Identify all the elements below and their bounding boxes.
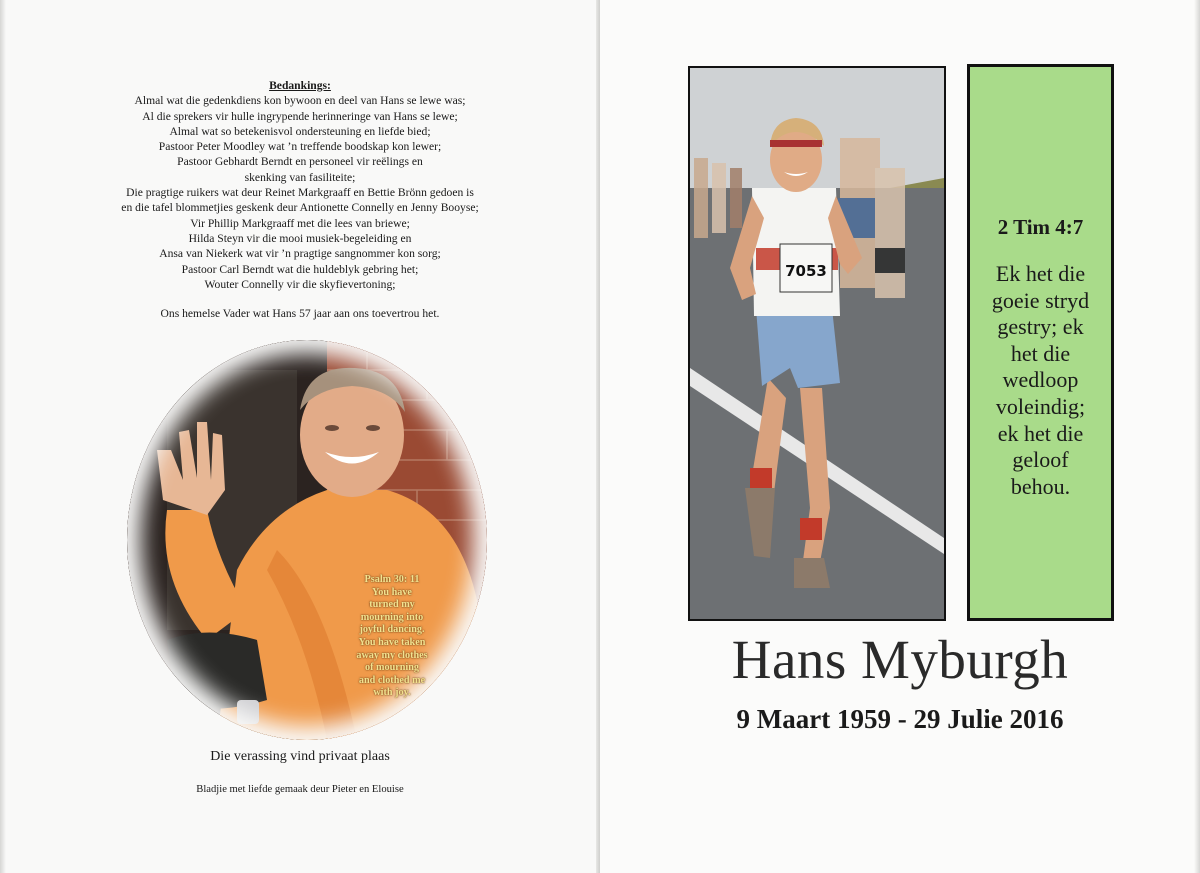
acknowledgement-line: Pastoor Carl Berndt wat die huldeblyk gebring het; bbox=[181, 262, 419, 276]
acknowledgement-line: Ansa van Niekerk wat vir ’n pragtige sangnommer kon sorg; bbox=[159, 247, 441, 261]
verse-line: geloof bbox=[1012, 447, 1069, 473]
acknowledgements-title: Bedankings: bbox=[269, 79, 331, 92]
acknowledgement-line: Almal wat so betekenisvol ondersteuning en liefde bied; bbox=[169, 124, 431, 138]
verse-line: wedloop bbox=[1002, 367, 1079, 393]
verse-line: ek het die bbox=[997, 420, 1084, 446]
psalm-line: away my clothes bbox=[356, 649, 428, 661]
verse-line: goeie stryd bbox=[991, 287, 1090, 313]
right-edge-shadow bbox=[1194, 0, 1200, 873]
runner-image bbox=[690, 68, 944, 619]
acknowledgement-line: Al die sprekers vir hulle ingrypende herinneringe van Hans se lewe; bbox=[142, 109, 458, 123]
acknowledgement-line: Pastoor Gebhardt Berndt en personeel vir reëlings en bbox=[177, 155, 423, 169]
acknowledgement-line: Die pragtige ruikers wat deur Reinet Markgraaff en Bettie Brönn gedoen is bbox=[126, 186, 474, 200]
psalm-line: turned my bbox=[369, 599, 415, 611]
acknowledgement-line: Pastoor Peter Moodley wat ’n treffende boodskap kon lewer; bbox=[158, 140, 442, 154]
acknowledgement-line: Wouter Connelly vir die skyfievertoning; bbox=[204, 277, 396, 291]
psalm-line: and clothed me bbox=[358, 674, 426, 686]
made-by-credit: Bladjie met liefde gemaak deur Pieter en Elouise bbox=[196, 784, 404, 795]
funeral-note: Die verassing vind privaat plaas bbox=[210, 749, 390, 764]
acknowledgements bbox=[60, 78, 540, 321]
bib-number: 7053 bbox=[785, 262, 827, 280]
verse-line: voleindig; bbox=[995, 393, 1086, 419]
psalm-line: with joy. bbox=[373, 687, 411, 699]
acknowledgement-line: skenking van fasiliteite; bbox=[244, 170, 356, 184]
acknowledgement-line: en die tafel blommetjies geskenk deur Antionette Connelly en Jenny Booyse; bbox=[121, 201, 479, 215]
acknowledgement-line: Hilda Steyn vir die mooi musiek-begeleiding en bbox=[188, 231, 412, 245]
acknowledgement-line: Almal wat die gedenkdiens kon bywoon en deel van Hans se lewe was; bbox=[134, 94, 466, 108]
verse-box bbox=[967, 64, 1114, 621]
life-dates: 9 Maart 1959 - 29 Julie 2016 bbox=[736, 704, 1064, 734]
verse-text bbox=[970, 261, 1111, 500]
running-photo bbox=[688, 66, 946, 621]
psalm-line: of mourning bbox=[364, 662, 420, 674]
verse-line: behou. bbox=[1010, 473, 1071, 499]
acknowledgement-line: Vir Phillip Markgraaff met die lees van briewe; bbox=[190, 216, 410, 230]
psalm-line: joyful dancing. bbox=[359, 624, 425, 636]
psalm-line: You have bbox=[372, 586, 412, 598]
verse-line: gestry; ek bbox=[997, 314, 1084, 340]
psalm-line: You have taken bbox=[358, 636, 426, 648]
psalm-line: mourning into bbox=[360, 611, 424, 623]
acknowledgement-closing: Ons hemelse Vader wat Hans 57 jaar aan ons toevertrou het. bbox=[160, 307, 440, 321]
deceased-name: Hans Myburgh bbox=[731, 629, 1069, 690]
verse-reference: 2 Tim 4:7 bbox=[997, 215, 1084, 239]
verse-line: het die bbox=[1010, 340, 1071, 366]
psalm-line: Psalm 30: 11 bbox=[364, 574, 420, 585]
psalm-overlay bbox=[344, 574, 440, 700]
left-edge-shadow bbox=[0, 0, 6, 873]
verse-line: Ek het die bbox=[995, 261, 1086, 286]
